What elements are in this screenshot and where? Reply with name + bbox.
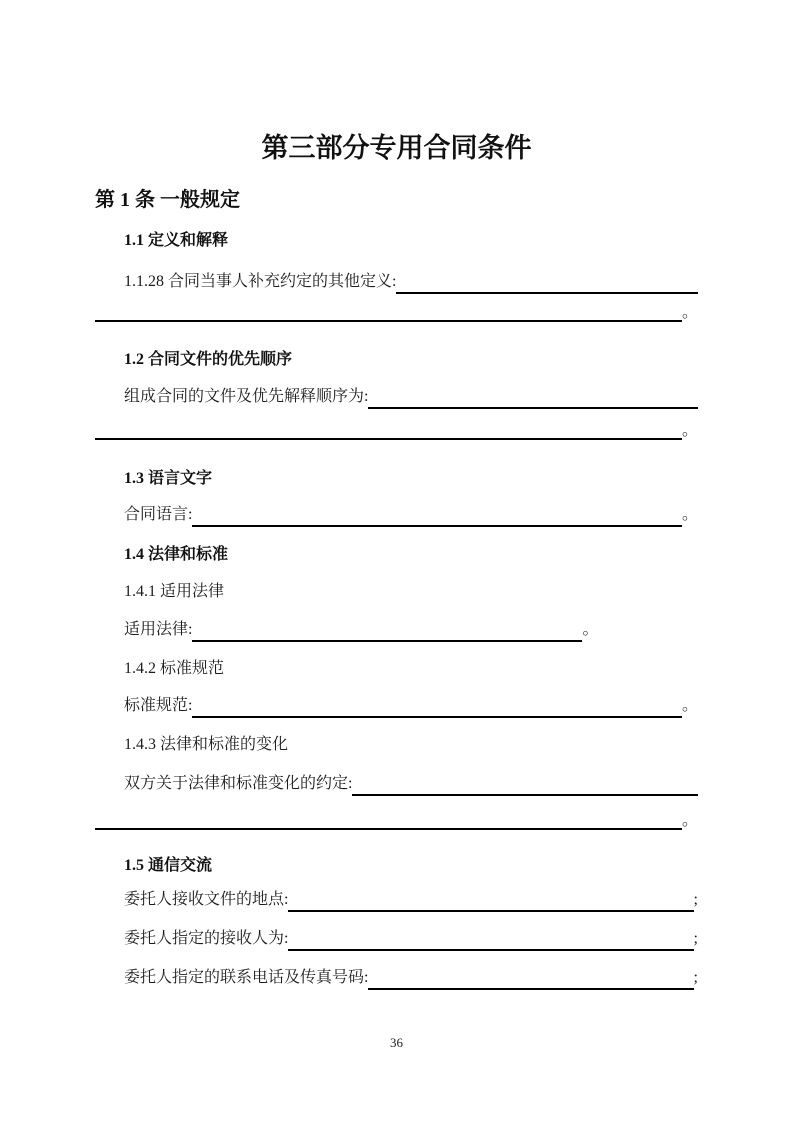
clause-1-2-continuation-blank-line — [95, 409, 682, 440]
clause-1-1-28-continuation-blank-line — [95, 294, 682, 322]
clause-1-3-blank-line — [192, 503, 682, 527]
clause-1-5-recipient-row — [95, 927, 698, 951]
document-title: 第三部分专用合同条件 — [261, 133, 532, 163]
clause-1-4-1-blank-line — [192, 618, 582, 642]
clause-1-3-row — [95, 503, 698, 527]
clause-1-4-1-row — [95, 618, 698, 642]
clause-1-5-location-blank-line — [288, 888, 693, 912]
clause-1-4-1-heading: 1.4.1 适用法律 — [124, 583, 225, 600]
clause-1-4-1-label: 适用法律: — [124, 621, 193, 638]
clause-1-4-2-label: 标准规范: — [124, 697, 193, 714]
clause-1-5-phone-fax-row — [95, 966, 698, 990]
clause-1-3-label: 合同语言: — [124, 506, 193, 523]
clause-1-2-continuation-row — [95, 409, 698, 440]
clause-1-4-2-heading: 1.4.2 标准规范 — [124, 660, 225, 677]
clause-1-1-28-blank-line — [396, 270, 698, 294]
clause-1-4-3-blank-line — [352, 772, 698, 796]
clause-1-4-3-continuation-row — [95, 796, 698, 830]
clause-1-4-2-row — [95, 694, 698, 718]
clause-1-1-28-row — [95, 270, 698, 294]
clause-1-5-location-row — [95, 888, 698, 912]
clause-1-5-location-label: 委托人接收文件的地点: — [124, 891, 289, 908]
clause-1-1-28-terminator: 。 — [681, 304, 698, 321]
clause-1-2-label: 组成合同的文件及优先解释顺序为: — [124, 388, 369, 405]
section-1-1-heading: 1.1 定义和解释 — [124, 232, 229, 249]
clause-1-5-recipient-label: 委托人指定的接收人为: — [124, 930, 289, 947]
clause-1-4-3-continuation-blank-line — [95, 796, 682, 830]
clause-1-3-terminator: 。 — [681, 506, 698, 523]
section-1-2-heading: 1.2 合同文件的优先顺序 — [124, 351, 293, 368]
clause-1-2-row — [95, 385, 698, 409]
clause-1-4-3-row — [95, 772, 698, 796]
clause-1-2-blank-line — [368, 385, 698, 409]
clause-1-5-phone-fax-terminator: ; — [693, 969, 698, 986]
clause-1-1-28-continuation-row — [95, 294, 698, 322]
section-1-5-heading: 1.5 通信交流 — [124, 857, 213, 874]
clause-1-1-28-label: 1.1.28 合同当事人补充约定的其他定义: — [124, 273, 397, 290]
clause-1-5-phone-fax-label: 委托人指定的联系电话及传真号码: — [124, 969, 369, 986]
clause-1-5-location-terminator: ; — [693, 891, 698, 908]
article-1-heading: 第 1 条 一般规定 — [95, 189, 240, 211]
clause-1-4-2-blank-line — [192, 694, 682, 718]
page-number: 36 — [390, 1035, 403, 1050]
clause-1-5-phone-fax-blank-line — [368, 966, 693, 990]
section-1-4-heading: 1.4 法律和标准 — [124, 546, 229, 563]
clause-1-5-recipient-blank-line — [288, 927, 693, 951]
clause-1-4-3-label: 双方关于法律和标准变化的约定: — [124, 775, 353, 792]
clause-1-4-3-terminator: 。 — [681, 812, 698, 829]
clause-1-4-3-heading: 1.4.3 法律和标准的变化 — [124, 736, 289, 753]
clause-1-4-1-terminator: 。 — [582, 621, 599, 638]
clause-1-2-terminator: 。 — [681, 422, 698, 439]
clause-1-5-recipient-terminator: ; — [693, 930, 698, 947]
clause-1-4-2-terminator: 。 — [681, 697, 698, 714]
section-1-3-heading: 1.3 语言文字 — [124, 470, 213, 487]
